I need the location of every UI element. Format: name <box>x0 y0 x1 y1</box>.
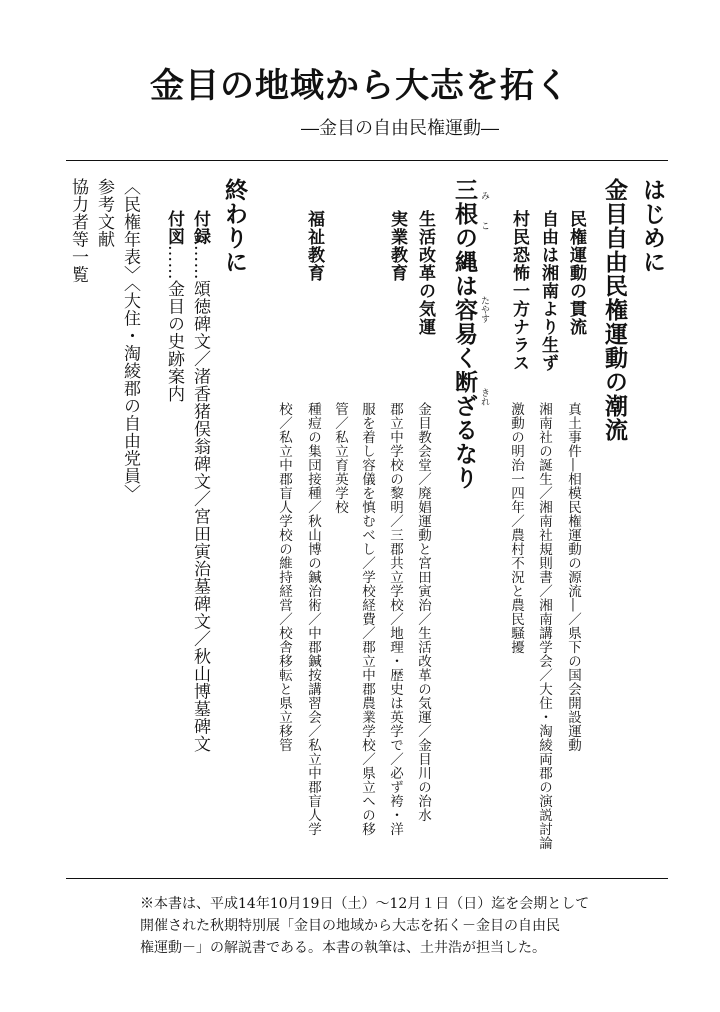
toc-section-1-2-detail: 湘南社の誕生／湘南社規則書／湘南講学会／大住・淘綾両郡の演説討論 <box>536 402 552 850</box>
toc-section-2-2-detail-line2: 服を着し容儀を慎むべし／学校経費／郡立中郡農業学校／県立への移 <box>359 402 375 836</box>
ruby-tayasu: たやす <box>479 296 489 323</box>
footnote-line-3: 権運動－」の解説書である。本書の執筆は、土井浩が担当した。 <box>140 940 546 956</box>
toc-section-2-1-title: 生活改革の気運 <box>415 210 435 336</box>
toc-section-2-1-detail: 金目教会堂／廃娼運動と宮田寅治／生活改革の気運／金目川の治水 <box>415 402 431 822</box>
toc-cooperators: 協力者等一覧 <box>68 178 88 283</box>
appendix-text: ……頌徳碑文／渚香猪俣翁碑文／宮田寅治墓碑文／秋山博墓碑文 <box>190 245 210 753</box>
toc-figure <box>162 210 187 510</box>
toc-section-1-3-title: 村民恐怖一方ナラス <box>509 210 529 372</box>
toc-chapter1-title: 金目自由民権運動の潮流 <box>601 178 627 442</box>
toc-closing: 終わりに <box>221 178 247 274</box>
page-subtitle: ―金目の自由民権運動― <box>301 118 499 139</box>
figure-label: 付図 <box>164 210 184 245</box>
toc-chapter2-title: 三根の縄は容易く断ざるなり <box>451 178 477 490</box>
footnote-line-1: ※本書は、平成14年10月19日（土）～12月１日（日）迄を会期として <box>140 896 590 912</box>
appendix-label: 付録 <box>190 210 210 245</box>
ruby-mi: み <box>479 191 489 200</box>
toc-appendix <box>188 210 213 870</box>
toc-section-1-1-detail: 真土事件―相模民権運動の源流―／県下の国会開設運動 <box>565 402 581 752</box>
bottom-divider <box>66 878 668 879</box>
toc-section-2-3-detail-line1: 種痘の集団接種／秋山博の鍼治術／中郡鍼按講習会／私立中郡盲人学 <box>305 402 321 836</box>
toc-section-1-1-title: 民権運動の貫流 <box>566 210 586 336</box>
toc-section-1-2-title: 自由は湘南より生ず <box>538 210 558 372</box>
footnote <box>140 893 610 959</box>
toc-section-2-2-detail-line3: 管／私立育英学校 <box>332 402 348 514</box>
toc-section-2-3-detail-line2: 校／私立中郡盲人学校の維持経営／校舎移転と県立移管 <box>276 402 292 752</box>
toc-chronology: 〈民権年表〉〈大住・淘綾郡の自由党員〉 <box>120 178 140 502</box>
page-title: 金目の地域から大志を拓く <box>150 66 570 106</box>
toc-section-2-2-title: 実業教育 <box>387 210 407 282</box>
toc-section-2-3-title: 福祉教育 <box>304 210 324 282</box>
ruby-ko: こ <box>479 221 489 230</box>
top-divider <box>66 160 668 161</box>
toc-references: 参考文献 <box>94 178 114 248</box>
toc-section-1-3-detail: 激動の明治一四年／農村不況と農民騒擾 <box>508 402 524 654</box>
toc-section-2-2-detail-line1: 郡立中学校の黎明／三郡共立学校／地理・歴史は英学で／必ず袴・洋 <box>387 402 403 836</box>
figure-text: ……金目の史跡案内 <box>164 245 184 403</box>
toc-intro: はじめに <box>639 178 665 274</box>
ruby-kire: きれ <box>479 388 489 406</box>
footnote-line-2: 開催された秋期特別展「金目の地域から大志を拓く－金目の自由民 <box>140 918 560 934</box>
